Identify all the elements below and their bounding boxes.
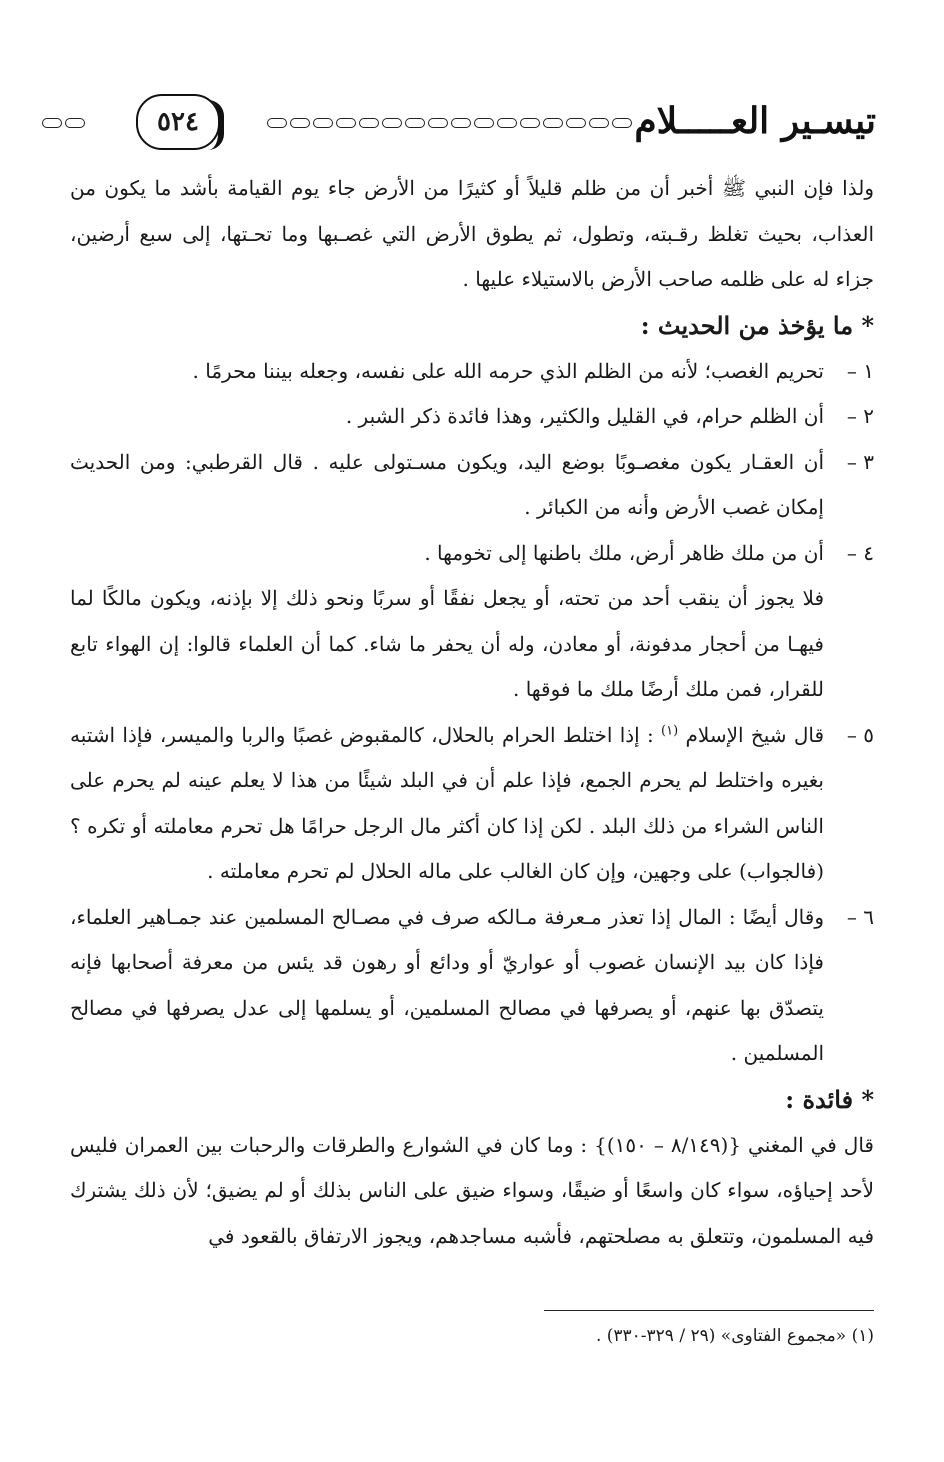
footnote: (١) «مجموع الفتاوى» (٢٩ / ٣٢٩-٣٣٠) . [595,1326,874,1346]
page-number: ٥٢٤ [136,94,220,150]
item-text: وقال أيضًا : المال إذا تعذر مـعرفة مـالكه صرف في مصـالح المسلمين عند جمـاهير العلماء، فإذا كان بيد الإنسان غصوب أو عواريّ أو ودائع أو رهون قد يئس من معرفة أصحابها فإنه يتصدّق بها عنهم، أو يصرفها في مصالح المسلمين، أو يسلمها إلى عدل يصرفها في مصالح المسلمين . [70,904,824,1065]
ornament-chain-icon [267,118,632,130]
main-text [70,166,874,1259]
list-item [70,895,874,1077]
section-heading-lessons: * ما يؤخذ من الحديث : [640,310,874,340]
intro-paragraph: ولذا فإن النبي ﷺ أخبر أن من ظلم قليلاً أو كثيرًا من الأرض جاء يوم القيامة بأشد ما يكون من العذاب، بحيث تغلظ رقـبته، وتطول، ثم يطوق الأرض التي غصـبها وما تحـتها، إلى سبع أرضين، جزاء له على ظلمه صاحب الأرض بالاستيلاء عليها . [70,176,874,291]
page-header [40,94,888,154]
item-number: ٤ – [846,540,874,565]
item-number: ١ – [846,358,874,383]
item-text: تحريم الغصب؛ لأنه من الظلم الذي حرمه الله على نفسه، وجعله بيننا محرمًا . [192,358,824,383]
lessons-list [70,349,874,577]
lessons-list-continued [70,713,874,1077]
item-number: ٣ – [846,449,874,474]
paragraph-after-item-4: فلا يجوز أن ينقب أحد من تحته، أو يجعل نفقًا أو سربًا ونحو ذلك إلا بإذنه، ويكون مالكًا لما فيهـا من أحجار مدفونة، أو معادن، وله أن يحفر ما شاء. كما أن العلماء قالوا: إن الهواء تابع للقرار، فمن ملك أرضًا ملك ما فوقها . [70,586,824,701]
book-title: تيسـير العـــــلام [634,100,876,142]
item-number: ٦ – [846,904,874,929]
item-number: ٢ – [846,404,874,428]
item-text-continued: : إذا اختلط الحرام بالحلال، كالمقبوض غصبًا والربا والميسر، فإذا اشتبه بغيره واختلط لم يحرم الجمع، فإذا علم أن في البلد شيئًا من هذا لا يعلم عينه لم يحرم على الناس الشراء من ذلك البلد . لكن إذا كان أكثر مال الرجل حرامًا هل تحرم معاملته أو تكره ؟ (فالجواب) على وجهين، وإن كان الغالب على ماله الحلال لم تحرم معاملته . [70,722,824,883]
list-item [70,349,874,395]
item-number: ٥ – [846,722,874,747]
footnote-ref[interactable]: (١) [661,722,679,738]
item-text: أن الظلم حرام، في القليل والكثير، وهذا فائدة ذكر الشبر . [345,404,824,428]
list-item [70,440,874,531]
final-paragraph: قال في المغني {(٨/١٤٩ – ١٥٠)} : وما كان في الشوارع والطرقات والرحبات بين العمران فليس لأحد إحياؤه، سواء كان واسعًا أو ضيقًا، وسواء ضيق على الناس بذلك أو لم يضيق؛ لأن ذلك يشترك فيه المسلمون، وتتعلق به مصلحتهم، فأشبه مساجدهم، ويجوز الارتفاق بالقعود في [70,1132,874,1248]
item-text: أن العقـار يكون مغصـوبًا بوضع اليد، ويكون مسـتولى عليه . قال القرطبي: ومن الحديث إمكان غصب الأرض وأنه من الكبائر . [70,449,824,519]
item-text: قال شيخ الإسلام [685,722,825,747]
ornament-small-icon [42,118,85,130]
list-item [70,394,874,440]
section-heading-benefit: * فائدة : [785,1084,874,1114]
footnote-divider [544,1310,874,1311]
list-item [70,713,874,895]
item-text: أن من ملك ظاهر أرض، ملك باطنها إلى تخومها . [424,540,824,565]
list-item [70,531,874,577]
